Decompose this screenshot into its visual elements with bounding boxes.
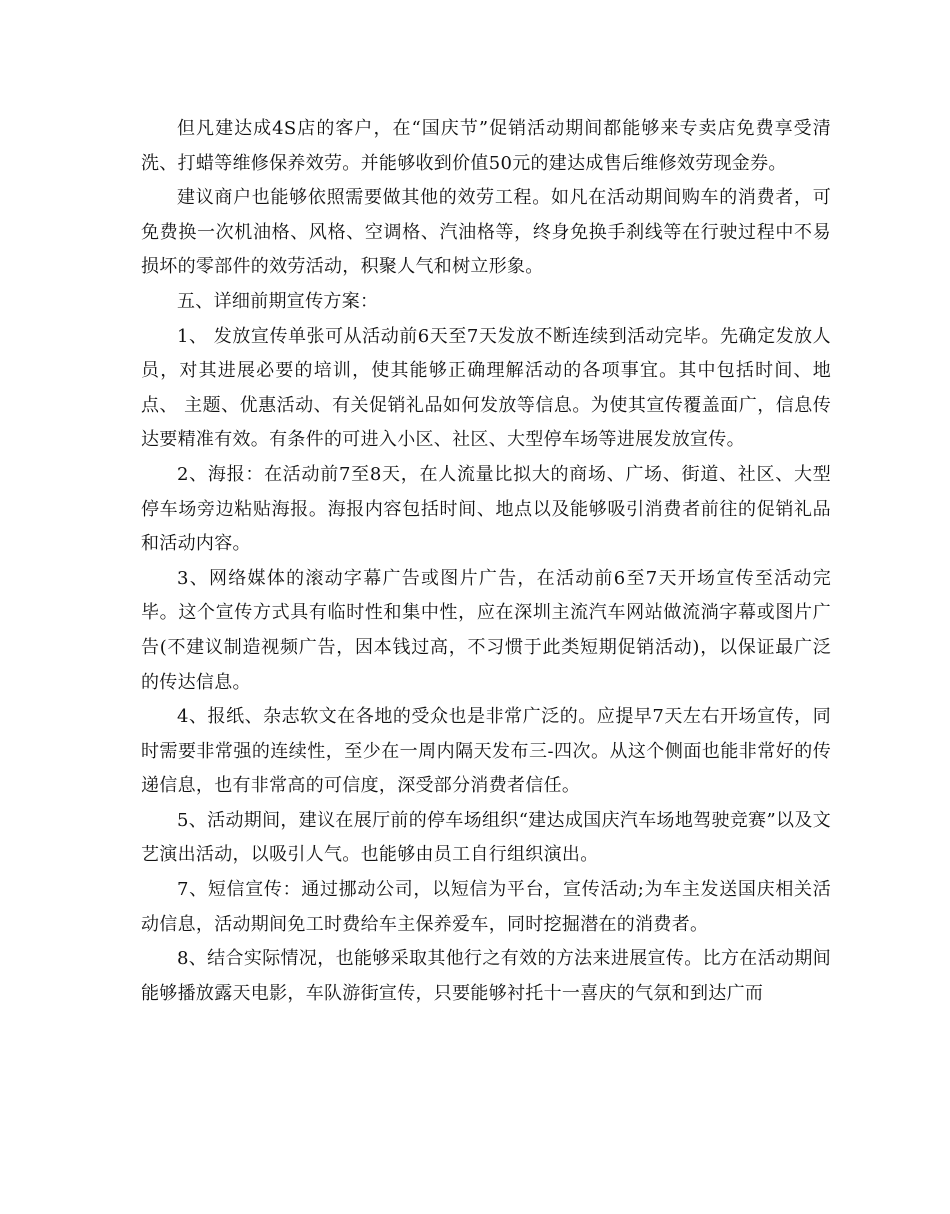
paragraph-service-coupon: 但凡建达成4S店的客户，在“国庆节”促销活动期间都能够来专卖店免费享受清洗、打蜡等维修保养效劳。并能够收到价值50元的建达成售后维修效劳现金券。 bbox=[141, 118, 831, 174]
paragraph-sms-promotion: 7、短信宣传：通过挪动公司，以短信为平台，宣传活动;为车主发送国庆相关活动信息，活动期间免工时费给车主保养爱车，同时挖掘潜在的消费者。 bbox=[141, 879, 831, 935]
section-heading-promotion-plan: 五、详细前期宣传方案： bbox=[177, 290, 379, 312]
paragraph-merchant-suggestion: 建议商户也能够依照需要做其他的效劳工程。如凡在活动期间购车的消费者，可免费换一次机油格、风格、空调格、汽油格等，终身免换手刹线等在行驶过程中不易损坏的零部件的效劳活动，积聚人气和树立形象。 bbox=[141, 187, 831, 278]
paragraph-event-activities: 5、活动期间，建议在展厅前的停车场组织“建达成国庆汽车场地驾驶竞赛”以及文艺演出活动，以吸引人气。也能够由员工自行组织演出。 bbox=[141, 809, 831, 866]
paragraph-posters: 2、海报：在活动前7至8天，在人流量比拟大的商场、广场、街道、社区、大型停车场旁边粘贴海报。海报内容包括时间、地点以及能够吸引消费者前往的促销礼品和活动内容。 bbox=[141, 463, 831, 555]
paragraph-other-methods: 8、结合实际情况，也能够采取其他行之有效的方法来进展宣传。比方在活动期间能够播放露天电影，车队游街宣传，只要能够衬托十一喜庆的气氛和到达广而 bbox=[141, 948, 831, 1004]
paragraph-online-media: 3、网络媒体的滚动字幕广告或图片广告，在活动前6至7天开场宣传至活动完毕。这个宣传方式具有临时性和集中性，应在深圳主流汽车网站做流淌字幕或图片广告(不建议制造视频广告，因本钱过高，不习惯于此类短期促销活动)，以保证最广泛的传达信息。 bbox=[141, 567, 831, 693]
document-body bbox=[141, 112, 831, 1011]
paragraph-flyers: 1、 发放宣传单张可从活动前6天至7天发放不断连续到活动完毕。先确定发放人员，对其进展必要的培训，使其能够正确理解活动的各项事宜。其中包括时间、地点、 主题、优惠活动、有关促销礼品如何发放等信息。为使其宣传覆盖面广，信息传达要精准有效。有条件的可进入小区、社区、大型停车场等进展发放宣传。 bbox=[141, 325, 831, 451]
paragraph-newspapers: 4、报纸、杂志软文在各地的受众也是非常广泛的。应提早7天左右开场宣传，同时需要非常强的连续性，至少在一周内隔天发布三-四次。从这个侧面也能非常好的传递信息，也有非常高的可信度，深受部分消费者信任。 bbox=[141, 706, 831, 797]
